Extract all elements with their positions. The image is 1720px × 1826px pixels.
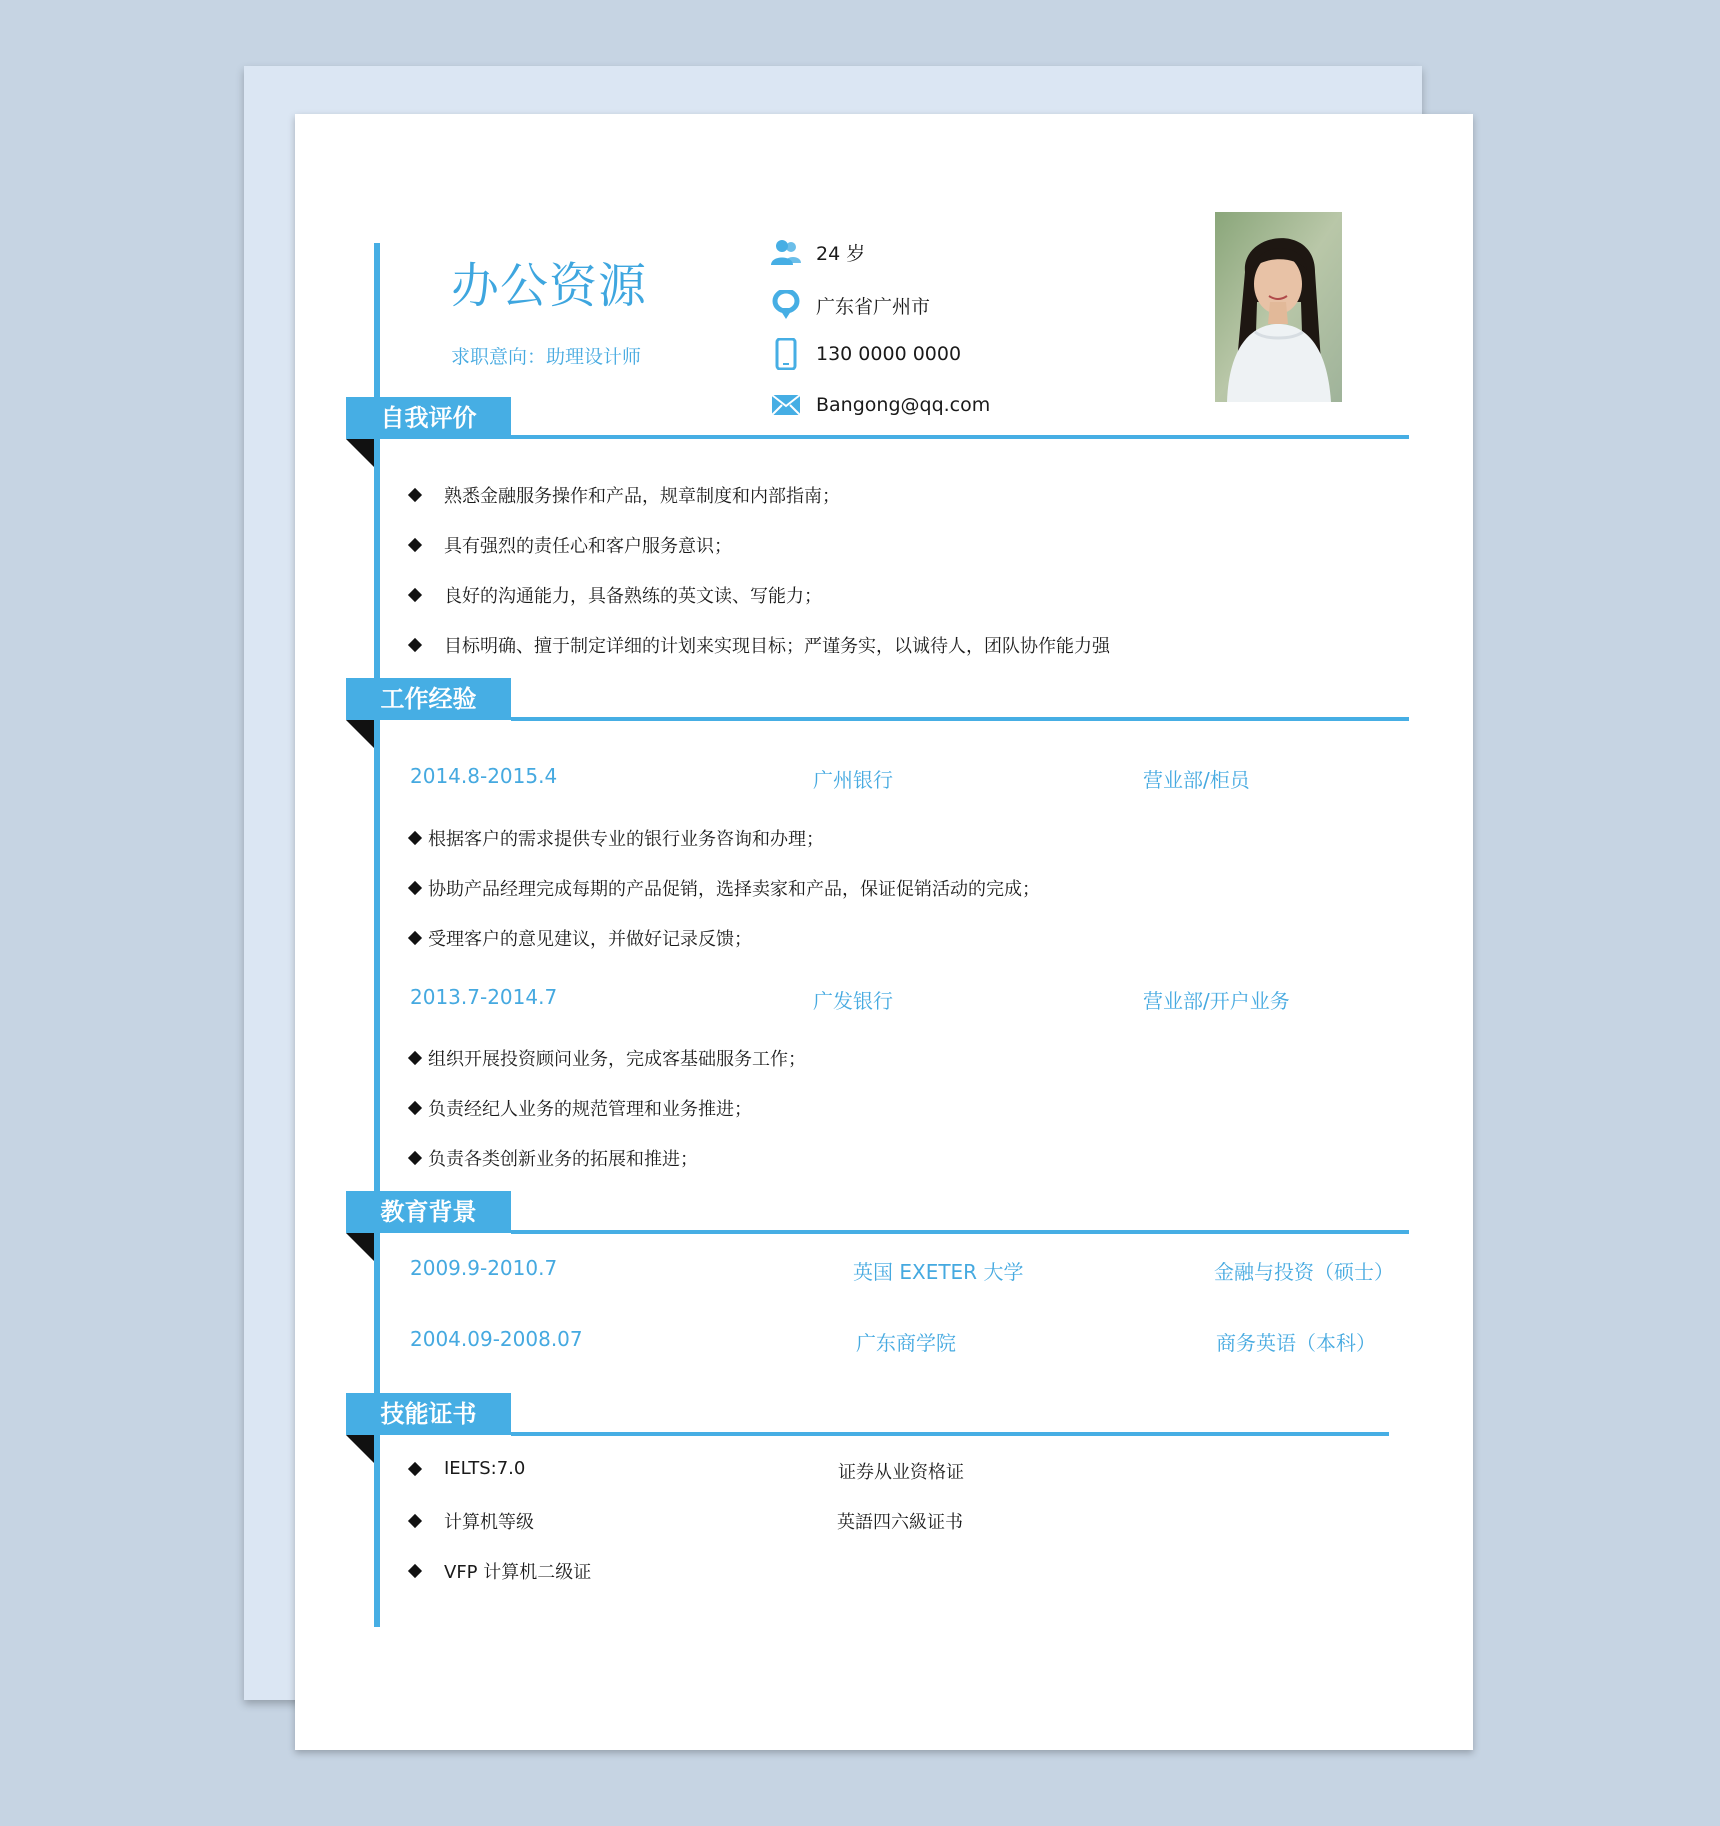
list-item [410,582,822,608]
edu-period: 2009.9-2010.7 [410,1256,558,1280]
job-intent: 求职意向：助理设计师 [451,346,642,368]
edu-period: 2004.09-2008.07 [410,1327,583,1351]
list-item [410,1508,534,1534]
self-eval-text: 熟悉金融服务操作和产品，规章制度和内部指南； [444,486,840,507]
phone-icon [770,338,802,370]
section-title: 技能证书 [346,1393,511,1435]
list-item [410,1095,752,1121]
self-eval-text: 良好的沟通能力，具备熟练的英文读、写能力； [444,586,822,607]
section-title: 教育背景 [346,1191,511,1233]
diamond-bullet-icon [408,488,422,502]
job-period: 2014.8-2015.4 [410,764,558,788]
list-item [410,1145,698,1171]
list-item [410,632,1110,658]
diamond-bullet-icon [408,1051,422,1065]
diamond-bullet-icon [408,538,422,552]
section-divider [511,717,1409,721]
list-item [410,875,1040,901]
diamond-bullet-icon [408,831,422,845]
duty-text: 组织开展投资顾问业务，完成客基础服务工作； [428,1049,806,1070]
edu-major: 金融与投资（硕士） [1214,1260,1394,1284]
phone-row [770,338,961,370]
job-period: 2013.7-2014.7 [410,985,558,1009]
section-fold-decor [346,1435,374,1463]
age-text: 24 岁 [816,242,866,265]
duty-text: 负责各类创新业务的拓展和推进； [428,1149,698,1170]
email-text: Bangong@qq.com [816,394,991,416]
edu-school: 英国 EXETER 大学 [853,1260,1024,1284]
skill-text: 英語四六級证书 [837,1512,963,1533]
people-icon [770,236,802,268]
skill-text: 计算机等级 [444,1512,534,1533]
list-item [838,1458,964,1484]
self-eval-text: 具有强烈的责任心和客户服务意识； [444,536,732,557]
job-company: 广州银行 [813,768,893,792]
list-item [410,482,840,508]
skill-text: IELTS:7.0 [444,1458,526,1479]
skill-text: VFP 计算机二级证 [444,1562,592,1583]
list-item [410,925,752,951]
section-fold-decor [346,1233,374,1261]
duty-text: 负责经纪人业务的规范管理和业务推进； [428,1099,752,1120]
list-item [410,532,732,558]
candidate-name: 办公资源 [451,258,648,314]
diamond-bullet-icon [408,588,422,602]
age-row [770,236,865,268]
duty-text: 协助产品经理完成每期的产品促销，选择卖家和产品，保证促销活动的完成； [428,879,1040,900]
location-row [770,289,930,321]
phone-text: 130 0000 0000 [816,343,962,365]
mail-icon [770,389,802,421]
list-item [410,825,824,851]
section-divider [511,435,1409,439]
section-divider [511,1230,1409,1234]
job-role: 营业部/柜员 [1143,768,1250,792]
list-item [837,1508,963,1534]
list-item [410,1558,591,1584]
diamond-bullet-icon [408,881,422,895]
location-pin-icon [770,289,802,321]
job-company: 广发银行 [813,989,893,1013]
diamond-bullet-icon [408,1101,422,1115]
diamond-bullet-icon [408,931,422,945]
section-work-header [346,678,511,720]
self-eval-text: 目标明确、擅于制定详细的计划来实现目标；严谨务实，以诚待人，团队协作能力强 [444,636,1110,657]
duty-text: 受理客户的意见建议，并做好记录反馈； [428,929,752,950]
section-title: 自我评价 [346,397,511,439]
diamond-bullet-icon [408,1564,422,1578]
section-fold-decor [346,720,374,748]
duty-text: 根据客户的需求提供专业的银行业务咨询和办理； [428,829,824,850]
edu-major: 商务英语（本科） [1216,1331,1376,1355]
profile-photo [1215,212,1342,402]
list-item [410,1458,525,1479]
diamond-bullet-icon [408,1514,422,1528]
skill-text: 证券从业资格证 [838,1462,964,1483]
job-role: 营业部/开户业务 [1143,989,1290,1013]
edu-school: 广东商学院 [856,1331,956,1355]
section-skills-header [346,1393,511,1435]
email-row [770,389,990,421]
section-fold-decor [346,439,374,467]
list-item [410,1045,806,1071]
section-divider [511,1432,1389,1436]
diamond-bullet-icon [408,1151,422,1165]
section-education-header [346,1191,511,1233]
diamond-bullet-icon [408,638,422,652]
section-self-eval-header [346,397,511,439]
diamond-bullet-icon [408,1461,422,1475]
location-text: 广东省广州市 [816,295,931,318]
section-title: 工作经验 [346,678,511,720]
